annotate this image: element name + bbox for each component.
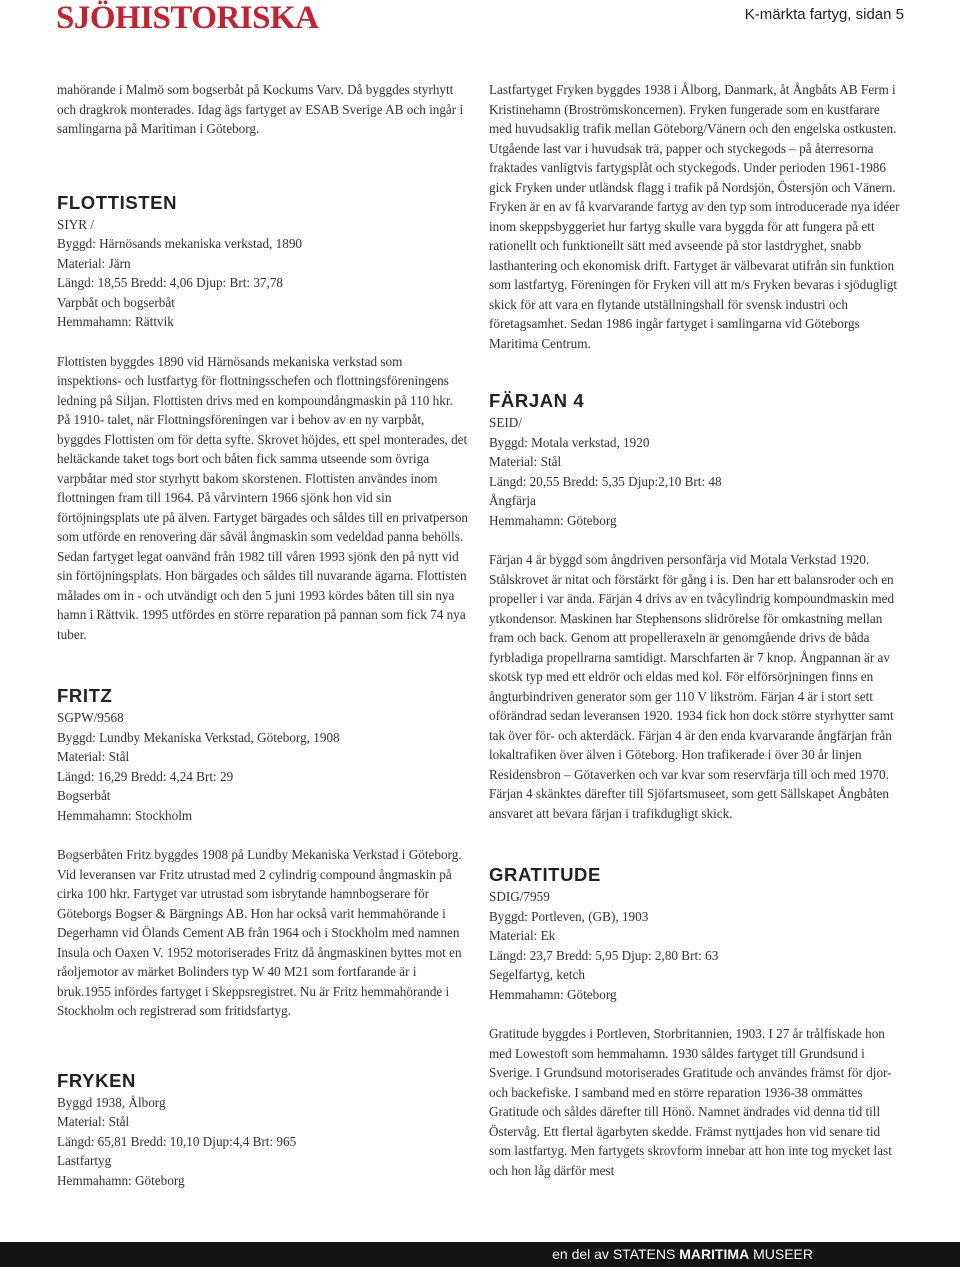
meta-line: Material: Stål: [57, 1114, 130, 1129]
footer-bar: [0, 1242, 960, 1267]
meta-line: SIYR /: [57, 216, 95, 232]
section-body: Gratitude byggdes i Portleven, Storbritannien, 1903. I 27 år trålfiskade hon med Lowestoft som hemmahamn. 1930 såldes fartyget till Grundsund i Sverige. I Grundsund motoriserades Gratitude och användes främst för djor- och backefiske. I samband med en större reparation 1936-38 ommättes Gratitude och såldes därefter till Hönö. Namnet ändrades vid denna tid till Östervåg. Ett flertal ägarbyten skedde. Främst nyttjades hon vid senare tid som lastfartyg. Men fartygets skrovform innebar att hon inte tog mycket last och hon låg därför mest: [489, 1026, 892, 1178]
meta-line: Längd: 20,55 Bredd: 5,35 Djup:2,10 Brt: 48: [489, 473, 722, 489]
meta-line: Ångfärja: [489, 493, 536, 508]
meta-line: Material: Stål: [57, 749, 130, 764]
section-title-flottisten: FLOTTISTEN: [57, 191, 178, 213]
section-fryken: [57, 1069, 469, 1191]
section-body: Bogserbåten Fritz byggdes 1908 på Lundby Mekaniska Verkstad i Göteborg. Vid leveransen var Fritz utrustad med 2 cylindrig compound ångmaskin på cirka 100 hkr. Fartyget var utrustad som isbrytande hamnbogserare för Göteborgs Bogser & Bärgnings AB. Hon har också varit hemmahörande i Degerhamn vid Ölands Cement AB från 1964 och i Stockholm med namnen Insula och Oaxen V. 1952 motoriserades Fritz då ångmaskinen byttes mot en råoljemotor av märket Bolinders typ W 40 M21 som fortfarande är i bruk.1955 infördes fartyget i Skeppsregistret. Nu är Fritz hemmahörande i Stockholm och registrerad som fritidsfartyg.: [57, 847, 462, 1018]
meta-line: SEID/: [489, 415, 522, 430]
footer-suffix: MUSEER: [749, 1246, 813, 1262]
meta-line: Lastfartyg: [57, 1153, 112, 1168]
fryken-body: Lastfartyget Fryken byggdes 1938 i Ålborg, Danmark, åt Ångbåts AB Ferm i Kristinehamn (Broströmskoncernen). Fryken fungerade som en kustfarare med huvudsaklig trafik mellan Göteborg/Vänern och den engelska ostkusten. Utgående last var i huvudsak trä, papper och styckegods – på återresorna fraktades vanligtvis fartygsplåt och styckegods. Under perioden 1961-1986 gick Fryken under utländsk flagg i trafik på Nordsjön, Östersjön och Vänern. Fryken är en av få kvarvarande fartyg av den typ som introducerade nya idéer inom skeppsbyggeriet hur fartyg skulle vara byggda för att fungera på ett rationellt och funktionellt sätt med avseende på stor lastdryghet, snabb lasthantering och ekonomisk drift. Fartyget är välbevarat utifrån sin funktion som lastfartyg. Föreningen för Fryken vill att m/s Fryken bevaras i sjödugligt skick för att vara en flytande utställningshall för svensk industri och företagsamhet. Sedan 1986 ingår fartyget i samlingarna vid Göteborgs Maritima Centrum.: [489, 82, 900, 351]
section-fritz: [57, 684, 469, 1021]
footer-text: [552, 1242, 813, 1267]
right-column: [489, 80, 904, 1180]
meta-line: Längd: 18,55 Bredd: 4,06 Djup: Brt: 37,78: [57, 275, 284, 290]
left-column: [57, 80, 469, 1190]
meta-line: Byggd: Härnösands mekaniska verkstad, 1890: [57, 236, 303, 251]
meta-line: Längd: 65,81 Bredd: 10,10 Djup:4,4 Brt: 965: [57, 1133, 297, 1149]
meta-line: Byggd: Lundby Mekaniska Verkstad, Göteborg, 1908: [57, 729, 340, 745]
footer-prefix: en del av STATENS: [552, 1246, 680, 1262]
footer-bold: MARITIMA: [679, 1246, 750, 1262]
page-label: K-märkta fartyg, sidan 5: [744, 6, 904, 23]
meta-line: Hemmahamn: Rättvik: [57, 314, 174, 329]
meta-line: Byggd: Portleven, (GB), 1903: [489, 908, 649, 924]
meta-line: Byggd: Motala verkstad, 1920: [489, 434, 650, 450]
meta-line: Material: Stål: [489, 454, 562, 469]
section-flottisten: [57, 191, 469, 645]
meta-line: Längd: 23,7 Bredd: 5,95 Djup: 2,80 Brt: 63: [489, 947, 719, 963]
intro-paragraph: mahörande i Malmö som bogserbåt på Kockums Varv. Då byggdes styrhytt och dragkrok monterades. Idag ägs fartyget av ESAB Sverige AB och ingår i samlingarna på Maritiman i Göteborg.: [57, 82, 464, 136]
site-logo: SJÖHISTORISKA: [56, 0, 319, 36]
meta-line: Bogserbåt: [57, 788, 111, 803]
section-title-gratitude: GRATITUDE: [489, 864, 601, 885]
section-body: Flottisten byggdes 1890 vid Härnösands mekaniska verkstad som inspektions- och lustfartyg för flottningsschefen och flottningsföreningens ledning på Siljan. Flottisten drivs med en kompoundångmaskin på 110 hkr. På 1910- talet, när Flottningsföreningen var i behov av en ny varpbåt, byggdes Flottisten om för detta syfte. Skrovet höjdes, ett spel monterades, det heltäckande taket togs bort och båten fick samma utseende som övriga varpbåtar med stor styrhytt bakom skorstenen. Flottisten användes inom flottningen fram till 1964. På vårvintern 1966 sjönk hon vid sin förtöjningsplats ute på älven. Fartyget bärgades och såldes till en privatperson som utförde en renovering där såväl ångmaskin som vedeldad panna behölls. Sedan fartyget legat oanvänd från 1982 till våren 1993 sjönk den på nytt vid sin förtöjningsplats. Hon bärgades och såldes till nuvarande ägarna. Flottisten målades om in - och utvändigt och den 5 juni 1993 kördes båten till sin nya hamn i Rättvik. 1995 utfördes en större reparation på pannan som fick 74 nya tuber.: [57, 353, 469, 642]
meta-line: Längd: 16,29 Bredd: 4,24 Brt: 29: [57, 768, 234, 784]
section-gratitude: [489, 863, 904, 1180]
section-title-farjan-4: FÄRJAN 4: [489, 390, 585, 411]
meta-line: Hemmahamn: Göteborg: [489, 986, 617, 1002]
meta-line: Material: Järn: [57, 255, 131, 271]
section-title-fryken: FRYKEN: [57, 1069, 136, 1091]
meta-line: Byggd 1938, Ålborg: [57, 1094, 166, 1110]
meta-line: SGPW/9568: [57, 710, 124, 725]
meta-line: Material: Ek: [489, 928, 556, 943]
meta-line: Segelfartyg, ketch: [489, 967, 585, 982]
meta-line: SDIG/7959: [489, 889, 550, 904]
section-body: Färjan 4 är byggd som ångdriven personfärja vid Motala Verkstad 1920. Stålskrovet är nitat och förstärkt för gång i is. Den har ett balansroder och en propeller i var ända. Färjan 4 drivs av en tvåcylindrig kompoundmaskin med ytkondensor. Maskinen har Stephensons slidrörelse för omkastning mellan fram och back. Genom att propelleraxeln är genomgående drivs de båda fyrbladiga propellrarna samtidigt. Marschfarten är 7 knop. Ångpannan är av skotsk typ med ett eldrör och eldas med kol. För elförsörjningen finns en ångturbindriven generator som ger 110 V likström. Färjan 4 är i stort sett oförändrad sedan leveransen 1920. 1934 fick hon dock större styrhytter samt tak över för- och akterdäck. Färjan 4 är den enda kvarvarande ångfärjan från lokaltrafiken över älven i Göteborg. Hon trafikerade i över 30 år linjen Residensbron – Götaverken och var kvar som reservfärja till och med 1970. Färjan 4 skänktes därefter till Sjöfartsmuseet, som gett Sällskapet Ångbåten ansvaret att bevara färjan i trafikdugligt skick.: [489, 552, 895, 821]
section-farjan-4: [489, 389, 904, 823]
meta-line: Hemmahamn: Göteborg: [57, 1172, 185, 1188]
meta-line: Hemmahamn: Göteborg: [489, 512, 617, 528]
meta-line: Hemmahamn: Stockholm: [57, 807, 193, 823]
section-title-fritz: FRITZ: [57, 685, 113, 706]
meta-line: Varpbåt och bogserbåt: [57, 294, 175, 310]
